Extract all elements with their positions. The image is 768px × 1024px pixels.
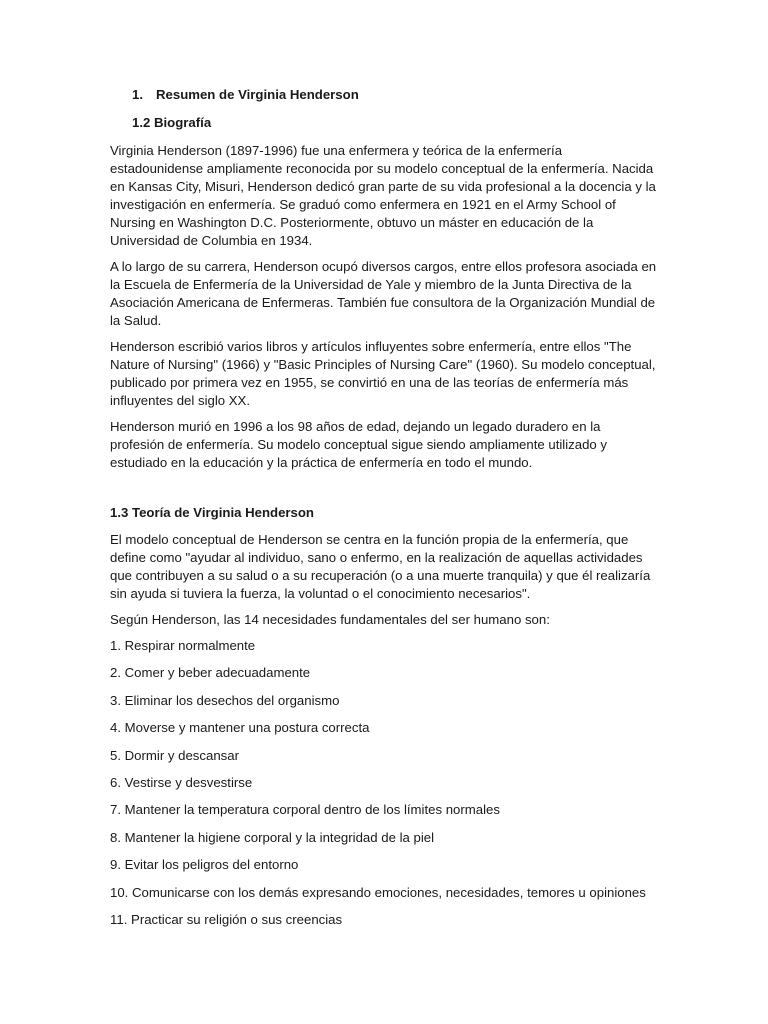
needs-list: [110, 637, 658, 929]
need-item: 4. Moverse y mantener una postura correcta: [110, 720, 370, 736]
theory-paragraph: El modelo conceptual de Henderson se centra en la función propia de la enfermería, que define como "ayudar al individuo, sano o enfermo, en la realización de aquellas actividades que contribuyen a su salud o a su recuperación (o a una muerte tranquila) y que él realizaría sin ayuda si tuviera la fuerza, la voluntad o el conocimiento necesarios".: [110, 532, 651, 601]
section-number: 1.: [132, 87, 143, 102]
section-title: Resumen de Virginia Henderson: [156, 87, 359, 102]
need-item: 5. Dormir y descansar: [110, 747, 239, 763]
subsection-heading-teoria: 1.3 Teoría de Virginia Henderson: [110, 505, 314, 520]
biography-paragraph: Henderson murió en 1996 a los 98 años de edad, dejando un legado duradero en la profesión de enfermería. Su modelo conceptual sigue siendo ampliamente utilizado y estudiado en la educación y la práctica de enfermería en todo el mundo.: [110, 419, 608, 470]
need-item: 10. Comunicarse con los demás expresando emociones, necesidades, temores u opiniones: [110, 884, 646, 900]
need-item: 6. Vestirse y desvestirse: [110, 774, 253, 790]
biography-paragraph: Virginia Henderson (1897-1996) fue una enfermera y teórica de la enfermería estadounidense ampliamente reconocida por su modelo conceptual de la enfermería. Nacida en Kansas City, Misuri, Henderson dedicó gran parte de su vida profesional a la docencia y la investigación en enfermería. Se graduó como enfermera en 1921 en el Army School of Nursing en Washington D.C. Posteriormente, obtuvo un máster en educación de la Universidad de Columbia en 1934.: [110, 143, 656, 248]
need-item: 3. Eliminar los desechos del organismo: [110, 692, 340, 708]
biography-paragraph: A lo largo de su carrera, Henderson ocupó diversos cargos, entre ellos profesora asociada en la Escuela de Enfermería de la Universidad de Yale y miembro de la Junta Directiva de la Asociación Americana de Enfermeras. También fue consultora de la Organización Mundial de la Salud.: [110, 259, 657, 328]
need-item: 2. Comer y beber adecuadamente: [110, 665, 311, 681]
need-item: 8. Mantener la higiene corporal y la integridad de la piel: [110, 829, 435, 845]
theory-paragraph: Según Henderson, las 14 necesidades fundamentales del ser humano son:: [110, 612, 550, 627]
section-heading-resumen: [132, 86, 658, 104]
subsection-heading-biografia: 1.2 Biografía: [132, 115, 212, 130]
need-item: 9. Evitar los peligros del entorno: [110, 857, 299, 873]
document-body: [110, 86, 658, 938]
need-item: 7. Mantener la temperatura corporal dentro de los límites normales: [110, 802, 500, 818]
section-spacer: [110, 480, 658, 504]
biography-paragraph: Henderson escribió varios libros y artículos influyentes sobre enfermería, entre ellos "The Nature of Nursing" (1966) y "Basic Principles of Nursing Care" (1960). Su modelo conceptual, publicado por primera vez en 1955, se convirtió en una de las teorías de enfermería más influyentes del siglo XX.: [110, 339, 656, 408]
need-item: 1. Respirar normalmente: [110, 638, 256, 653]
need-item: 11. Practicar su religión o sus creencias: [110, 911, 343, 927]
